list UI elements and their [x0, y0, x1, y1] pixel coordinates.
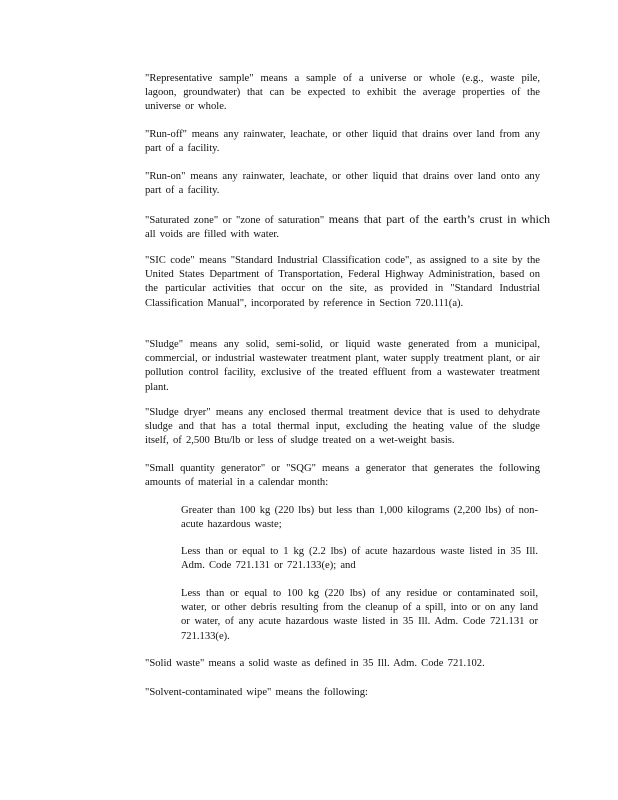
- sqg-item-3: Less than or equal to 100 kg (220 lbs) of any residue or contaminated soil, water, or other debris resulting from the cleanup of a spill, into or on any land or water, of any acute hazardous waste listed in 35 Ill. Adm. Code 721.131 or 721.133(e).: [181, 588, 538, 642]
- definition-solid-waste: "Solid waste" means a solid waste as defined in 35 Ill. Adm. Code 721.102.: [145, 658, 485, 669]
- definition-sludge: "Sludge" means any solid, semi-solid, or liquid waste generated from a municipal, commercial, or industrial wastewater treatment plant, water supply treatment plant, or air pollution control facility, exclusive of the treated effluent from a wastewater treatment plant.: [145, 339, 540, 393]
- definition-sludge-dryer: "Sludge dryer" means any enclosed thermal treatment device that is used to dehydrate sludge and that has a total thermal input, excluding the heating value of the sludge itself, of 2,500 Btu/lb or less of sludge treated on a wet-weight basis.: [145, 407, 540, 447]
- saturated-zone-tail: all voids are filled with water.: [145, 229, 279, 241]
- definition-run-off: "Run-off" means any rainwater, leachate, or other liquid that drains over land from any part of a facility.: [145, 129, 540, 155]
- definition-saturated-zone: [145, 212, 550, 242]
- saturated-zone-term: "Saturated zone" or "zone of saturation": [145, 215, 329, 226]
- definition-sic-code: "SIC code" means "Standard Industrial Classification code", as assigned to a site by the United States Department of Transportation, Federal Highway Administration, based on the particular activities that occur on the site, as provided in "Standard Industrial Classification Manual", incorporated by reference in Section 720.111(a).: [145, 255, 540, 309]
- sqg-item-1: Greater than 100 kg (220 lbs) but less than 1,000 kilograms (2,200 lbs) of non-acute hazardous waste;: [181, 505, 538, 531]
- definition-representative-sample: "Representative sample" means a sample of a universe or whole (e.g., waste pile, lagoon, groundwater) that can be expected to exhibit the average properties of the universe or whole.: [145, 73, 540, 113]
- definition-run-on: "Run-on" means any rainwater, leachate, or other liquid that drains over land onto any part of a facility.: [145, 171, 540, 197]
- saturated-zone-meaning: means that part of the earth’s crust in which: [328, 212, 550, 226]
- definition-solvent-contaminated-wipe: "Solvent-contaminated wipe" means the following:: [145, 687, 368, 698]
- sqg-item-2: Less than or equal to 1 kg (2.2 lbs) of acute hazardous waste listed in 35 Ill. Adm. Code 721.131 or 721.133(e); and: [181, 546, 538, 572]
- definition-small-quantity-generator: "Small quantity generator" or "SQG" means a generator that generates the following amounts of material in a calendar month:: [145, 463, 540, 489]
